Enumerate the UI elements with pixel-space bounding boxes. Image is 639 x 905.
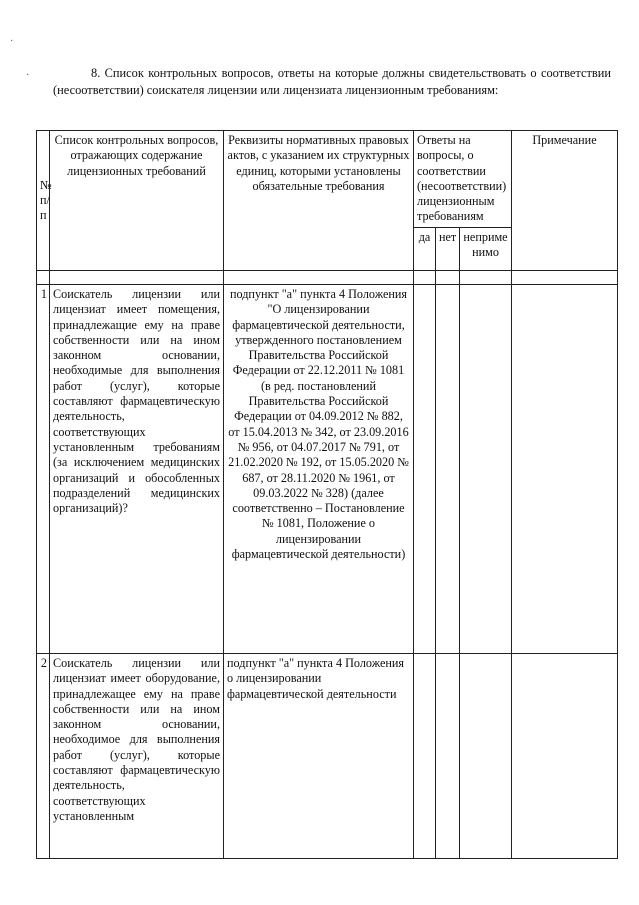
row-answer-not-applicable (460, 654, 512, 859)
row-answer-not-applicable (460, 285, 512, 654)
scan-mark: · (10, 36, 14, 47)
row-requisites: подпункт "а" пункта 4 Положения о лицензировании фармацевтической деятельности (224, 654, 414, 859)
header-questions: Список контрольных вопросов, отражающих содержание лицензионных требований (50, 131, 224, 271)
table-row (37, 654, 618, 859)
header-not-applicable: неприменимо (460, 228, 512, 271)
header-no: нет (436, 228, 460, 271)
row-answer-yes (414, 285, 436, 654)
row-answer-no (436, 654, 460, 859)
table-row (37, 285, 618, 654)
checklist-table (36, 130, 618, 859)
header-answers: Ответы на вопросы, о соответствии (несоответствии) лицензионным требованиям (414, 131, 512, 228)
row-requisites: подпункт "а" пункта 4 Положения "О лицензировании фармацевтической деятельности, утвержденного постановлением Правительства Российской Федерации от 22.12.2011 № 1081 (в ред. постановлений Правительства Российской Федерации от 04.09.2012 № 882, от 15.04.2013 № 342, от 23.09.2016 № 956, от 04.07.2017 № 791, от 21.02.2020 № 192, от 15.05.2020 № 687, от 28.11.2020 № 1961, от 09.03.2022 № 328) (далее соответственно – Постановление № 1081, Положение о лицензировании фармацевтической деятельности) (224, 285, 414, 654)
header-yes: да (414, 228, 436, 271)
intro-text: 8. Список контрольных вопросов, ответы на которые должны свидетельствовать о соответствии (несоответствии) соискателя лицензии или лицензиата лицензионным требованиям: (53, 66, 611, 97)
row-question: Соискатель лицензии или лицензиат имеет оборудование, принадлежащее ему на праве собственности или на ином законном основании, необходимое для выполнения работ (услуг), которые составляют фармацевтическую деятельность, соответствующих установленным (50, 654, 224, 859)
row-note (512, 285, 618, 654)
row-answer-no (436, 285, 460, 654)
row-note (512, 654, 618, 859)
header-note: Примечание (512, 131, 618, 271)
header-requisites: Реквизиты нормативных правовых актов, с указанием их структурных единиц, которыми установлены обязательные требования (224, 131, 414, 271)
scan-mark: · (26, 70, 30, 81)
row-question: Соискатель лицензии или лицензиат имеет помещения, принадлежащие ему на праве собственности или на ином законном основании, необходимые для выполнения работ (услуг), которые составляют фармацевтическую деятельность, соответствующих установленным требованиям (за исключением медицинских организаций и обособленных подразделений медицинских организаций)? (50, 285, 224, 654)
header-number: № п/п (37, 131, 50, 271)
row-number: 2 (37, 654, 50, 859)
row-number: 1 (37, 285, 50, 654)
intro-paragraph (53, 65, 611, 99)
table-header-row (37, 131, 618, 228)
row-answer-yes (414, 654, 436, 859)
spacer-row (37, 271, 618, 285)
